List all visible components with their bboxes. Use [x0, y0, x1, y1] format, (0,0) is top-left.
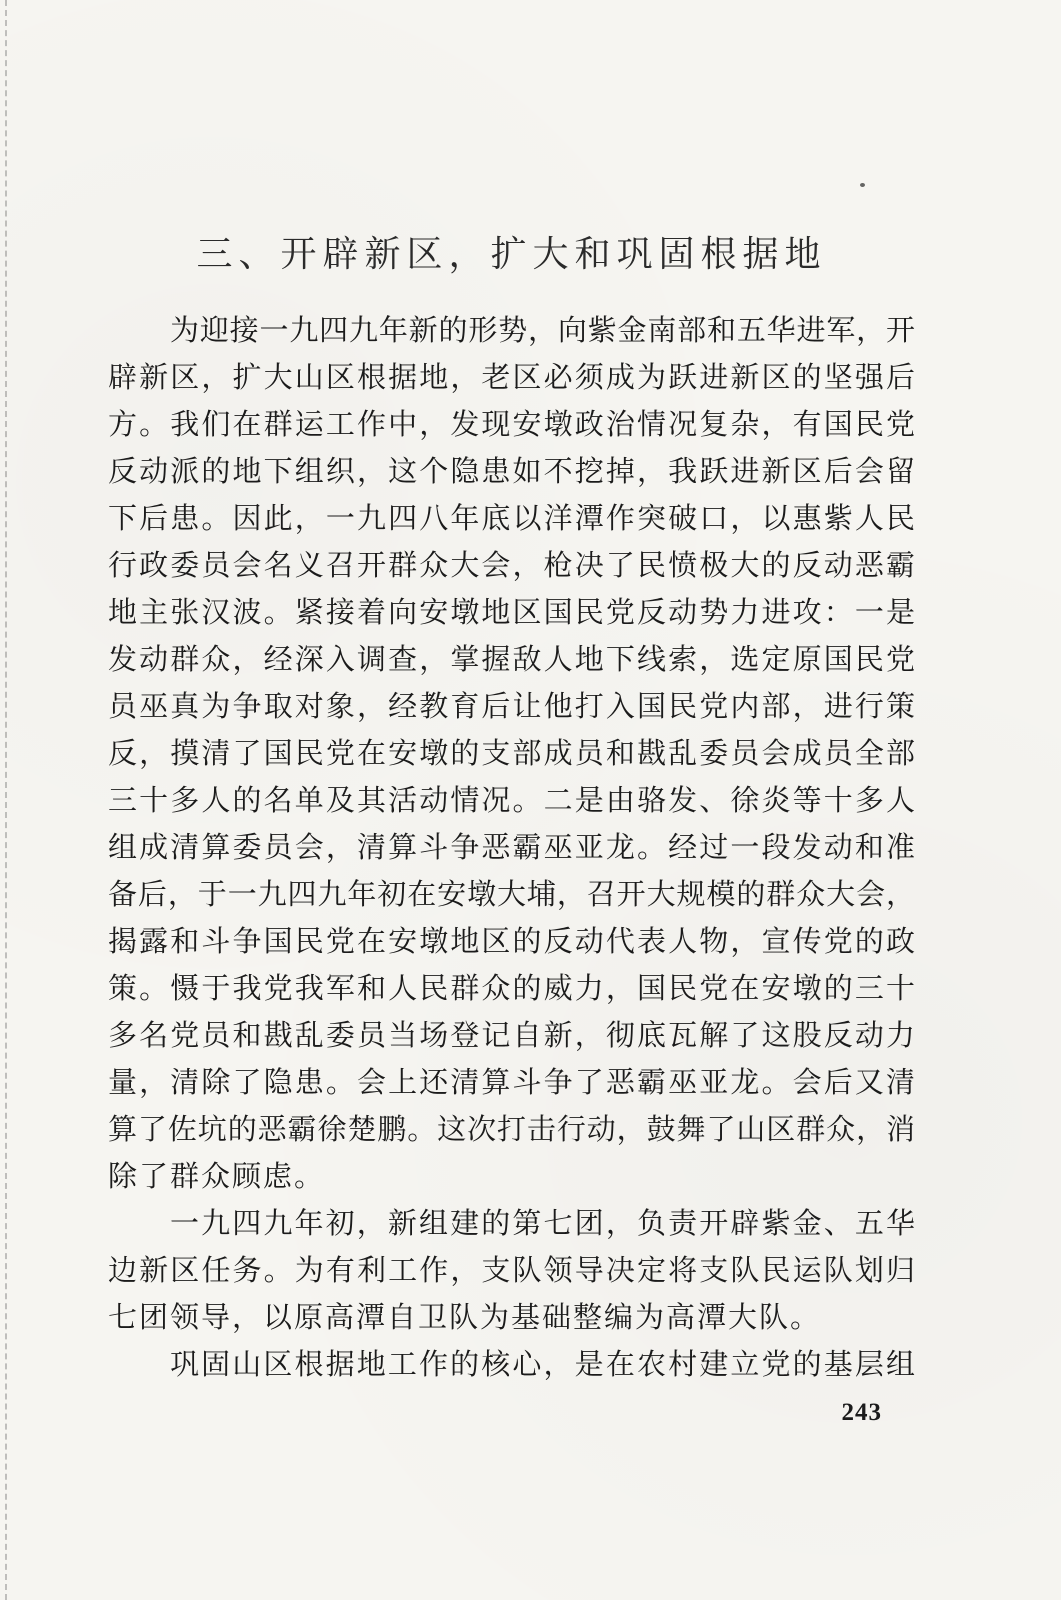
paragraph-1 [108, 307, 915, 1200]
body-text [108, 307, 915, 1388]
text-line: 备后，于一九四九年初在安墩大埔，召开大规模的群众大会， [108, 877, 915, 911]
text-line: 发动群众，经深入调查，掌握敌人地下线索，选定原国民党 [108, 642, 915, 676]
text-line: 多名党员和戡乱委员当场登记自新，彻底瓦解了这股反动力 [108, 1018, 915, 1052]
text-line: 辟新区，扩大山区根据地，老区必须成为跃进新区的坚强后 [108, 360, 915, 394]
paragraph-2 [108, 1200, 915, 1341]
text-line: 算了佐坑的恶霸徐楚鹏。这次打击行动，鼓舞了山区群众，消 [108, 1112, 915, 1146]
text-line: 组成清算委员会，清算斗争恶霸巫亚龙。经过一段发动和准 [108, 830, 915, 864]
scan-speck [860, 183, 865, 187]
text-line: 为迎接一九四九年新的形势，向紫金南部和五华进军，开 [170, 313, 915, 347]
text-line: 边新区任务。为有利工作，支队领导决定将支队民运队划归 [108, 1253, 915, 1287]
text-line: 七团领导，以原高潭自卫队为基础整编为高潭大队。 [108, 1300, 822, 1334]
text-line: 量，清除了隐患。会上还清算斗争了恶霸巫亚龙。会后又清 [108, 1065, 915, 1099]
text-line: 下后患。因此，一九四八年底以洋潭作突破口，以惠紫人民 [108, 501, 915, 535]
text-line: 员巫真为争取对象，经教育后让他打入国民党内部，进行策 [108, 689, 915, 723]
page-number: 243 [841, 1399, 882, 1426]
section-title: 三、开辟新区，扩大和巩固根据地 [196, 234, 827, 275]
text-line: 巩固山区根据地工作的核心，是在农村建立党的基层组 [170, 1347, 915, 1381]
text-line: 方。我们在群运工作中，发现安墩政治情况复杂，有国民党 [108, 407, 915, 441]
text-line: 策。慑于我党我军和人民群众的威力，国民党在安墩的三十 [108, 971, 915, 1005]
text-line: 地主张汉波。紧接着向安墩地区国民党反动势力进攻：一是 [108, 595, 915, 629]
text-line: 除了群众顾虑。 [108, 1159, 326, 1193]
text-line: 一九四九年初，新组建的第七团，负责开辟紫金、五华 [170, 1206, 915, 1240]
text-line: 反动派的地下组织，这个隐患如不挖掉，我跃进新区后会留 [108, 454, 915, 488]
text-line: 揭露和斗争国民党在安墩地区的反动代表人物，宣传党的政 [108, 924, 915, 958]
scan-edge-mark [5, 0, 7, 1600]
text-line: 行政委员会名义召开群众大会，枪决了民愤极大的反动恶霸 [108, 548, 915, 582]
paragraph-3 [108, 1341, 915, 1388]
text-line: 反，摸清了国民党在安墩的支部成员和戡乱委员会成员全部 [108, 736, 915, 770]
text-line: 三十多人的名单及其活动情况。二是由骆发、徐炎等十多人 [108, 783, 915, 817]
